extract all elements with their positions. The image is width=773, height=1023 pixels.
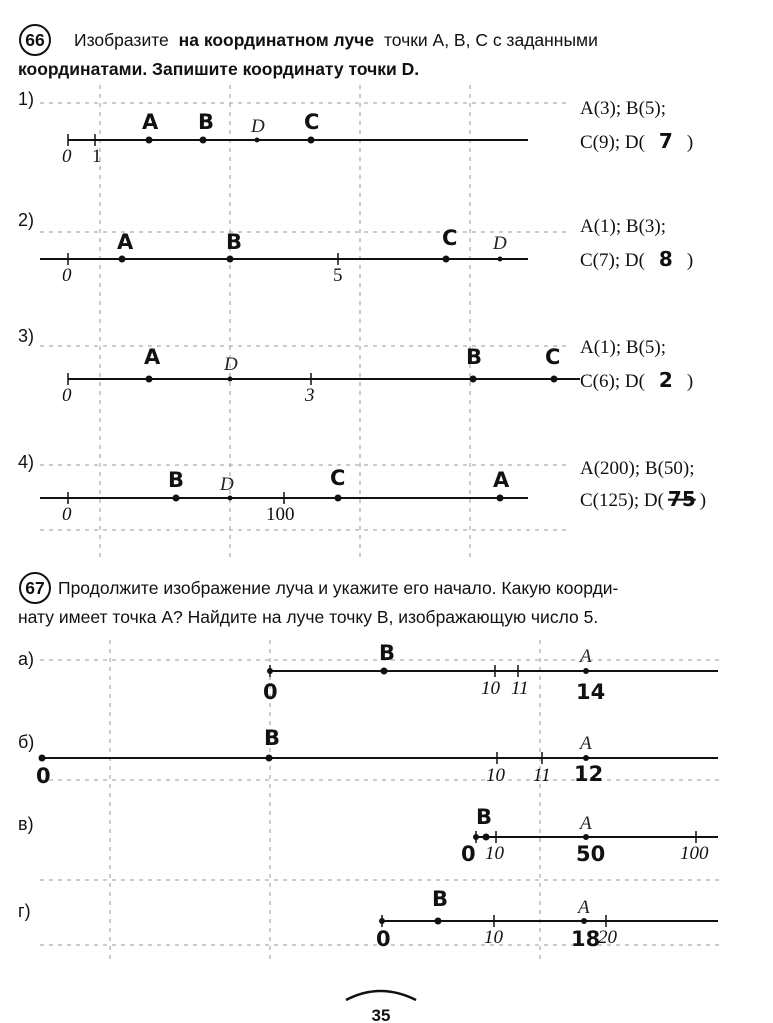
tick-label-10: 10 xyxy=(481,678,500,699)
coords-line1: A(200); B(50); xyxy=(580,458,695,479)
answer-a: 12 xyxy=(574,762,604,786)
origin-dot xyxy=(267,668,273,674)
point-b-label: B xyxy=(466,345,483,369)
answer-a: 18 xyxy=(571,927,601,951)
point-b-dot xyxy=(483,834,490,841)
coords-post: ) xyxy=(686,250,694,271)
point-d-label: D xyxy=(224,354,238,375)
tick-label-0: 0 xyxy=(62,385,72,406)
answer-d: 8 xyxy=(658,247,673,271)
task-67-text-line2: нату имеет точка A? Найдите на луче точку B, изображающую число 5. xyxy=(18,607,599,627)
page-number xyxy=(346,991,416,1023)
point-a-label: A xyxy=(117,230,134,254)
tick-label-0: 0 xyxy=(62,146,72,167)
tick-label-100: 100 xyxy=(266,504,295,525)
point-b-dot xyxy=(435,918,442,925)
point-a-dot xyxy=(583,755,589,761)
point-d-label: D xyxy=(493,233,507,254)
point-d-dot xyxy=(498,257,503,262)
task-67-text-line1: Продолжите изображение луча и укажите его начало. Какую коорди- xyxy=(58,578,619,598)
point-d-dot xyxy=(255,138,260,143)
point-c-label: C xyxy=(545,345,561,369)
point-a-dot xyxy=(583,834,589,840)
task-66-line1-pre: Изобразите xyxy=(74,30,169,50)
coords-line2 xyxy=(580,487,706,511)
page-number-text: 35 xyxy=(371,1006,391,1023)
point-b-dot xyxy=(173,495,180,502)
ray-67-b xyxy=(18,726,718,788)
origin-label: 0 xyxy=(263,680,278,704)
tick-label-3: 3 xyxy=(305,385,315,406)
point-a-label: A xyxy=(580,646,592,667)
point-c-dot xyxy=(551,376,558,383)
tick-label-1: 1 xyxy=(92,146,102,167)
task-67-header xyxy=(18,573,619,627)
point-b-label: B xyxy=(198,110,215,134)
answer-d: 7 xyxy=(658,129,673,153)
ray-label: 3) xyxy=(18,326,35,346)
ray-67-a xyxy=(18,641,718,704)
point-a-dot xyxy=(583,668,589,674)
origin-dot xyxy=(39,755,46,762)
point-b-dot xyxy=(227,256,234,263)
point-c-label: C xyxy=(304,110,320,134)
point-a-dot xyxy=(146,137,153,144)
ray-label: б) xyxy=(18,732,35,752)
point-b-label: B xyxy=(432,887,449,911)
point-a-dot xyxy=(146,376,153,383)
origin-dot xyxy=(379,918,385,924)
point-c-label: C xyxy=(442,226,458,250)
point-a-dot xyxy=(497,495,504,502)
coords-pre: C(125); D( xyxy=(580,490,664,511)
ray-67-v xyxy=(18,805,718,866)
point-b-dot xyxy=(470,376,477,383)
point-a-label: A xyxy=(580,733,592,754)
tick-label-10: 10 xyxy=(484,927,503,948)
ray-label: 2) xyxy=(18,210,35,230)
answer-a: 50 xyxy=(576,842,606,866)
point-b-dot xyxy=(266,755,273,762)
origin-label: 0 xyxy=(36,764,51,788)
task-66-text-line1 xyxy=(74,30,598,50)
point-a-label: A xyxy=(493,468,510,492)
point-c-dot xyxy=(443,256,450,263)
origin-label: 0 xyxy=(461,842,476,866)
task-66-line1-post: точки A, B, C с заданными xyxy=(383,30,598,50)
ray-label: 4) xyxy=(18,452,35,472)
coords-line2 xyxy=(580,368,693,392)
coords-line2 xyxy=(580,247,693,271)
tick-label-20: 20 xyxy=(598,927,617,948)
coords-line1: A(1); B(5); xyxy=(580,337,667,358)
point-b-label: B xyxy=(226,230,243,254)
ray-label: г) xyxy=(18,901,31,921)
point-a-dot xyxy=(581,918,587,924)
point-d-dot xyxy=(228,496,233,501)
coords-pre: C(9); D( xyxy=(580,132,645,153)
coords-line1: A(3); B(5); xyxy=(580,98,667,119)
ray-66-4 xyxy=(18,452,706,525)
point-b-label: B xyxy=(379,641,396,665)
point-c-dot xyxy=(308,137,315,144)
answer-d: 75 xyxy=(667,487,696,511)
tick-label-0: 0 xyxy=(62,504,72,525)
answer-d: 2 xyxy=(658,368,673,392)
ray-66-3 xyxy=(18,326,693,406)
tick-label-10: 10 xyxy=(486,765,505,786)
point-b-dot xyxy=(200,137,207,144)
tick-label-11: 11 xyxy=(511,678,529,699)
coords-post: ) xyxy=(686,371,694,392)
task-67-number: 67 xyxy=(25,578,45,598)
tick-label-100: 100 xyxy=(680,843,709,864)
coords-line1: A(1); B(3); xyxy=(580,216,667,237)
coords-post: ) xyxy=(699,490,707,511)
answer-a: 14 xyxy=(576,680,606,704)
ray-66-1 xyxy=(18,89,693,167)
ray-label: 1) xyxy=(18,89,35,109)
coords-line2 xyxy=(580,129,693,153)
point-a-label: A xyxy=(580,813,592,834)
task-66-number: 66 xyxy=(25,30,45,50)
point-a-label: A xyxy=(144,345,161,369)
point-c-dot xyxy=(335,495,342,502)
coords-post: ) xyxy=(686,132,694,153)
task-66-line1-bold: на координатном луче xyxy=(178,30,375,50)
point-a-label: A xyxy=(142,110,159,134)
origin-label: 0 xyxy=(376,927,391,951)
point-d-label: D xyxy=(251,116,265,137)
coords-pre: C(7); D( xyxy=(580,250,645,271)
ray-66-2 xyxy=(18,210,693,286)
coords-pre: C(6); D( xyxy=(580,371,645,392)
point-a-dot xyxy=(119,256,126,263)
point-a-label: A xyxy=(578,897,590,918)
ray-label: а) xyxy=(18,649,35,669)
task-66-text-line2: координатами. Запишите координату точки D. xyxy=(18,59,420,79)
tick-label-11: 11 xyxy=(533,765,551,786)
tick-label-0: 0 xyxy=(62,265,72,286)
page-number-arc xyxy=(346,991,416,1000)
task-66-header xyxy=(18,25,598,79)
point-b-label: B xyxy=(168,468,185,492)
point-b-dot xyxy=(381,668,388,675)
point-c-label: C xyxy=(330,466,346,490)
tick-label-10: 10 xyxy=(485,843,504,864)
point-b-label: B xyxy=(476,805,493,829)
point-d-dot xyxy=(228,377,233,382)
point-b-label: B xyxy=(264,726,281,750)
point-d-label: D xyxy=(220,474,234,495)
origin-dot xyxy=(473,834,479,840)
ray-label: в) xyxy=(18,814,34,834)
tick-label-5: 5 xyxy=(333,265,343,286)
ray-67-g xyxy=(18,887,718,951)
